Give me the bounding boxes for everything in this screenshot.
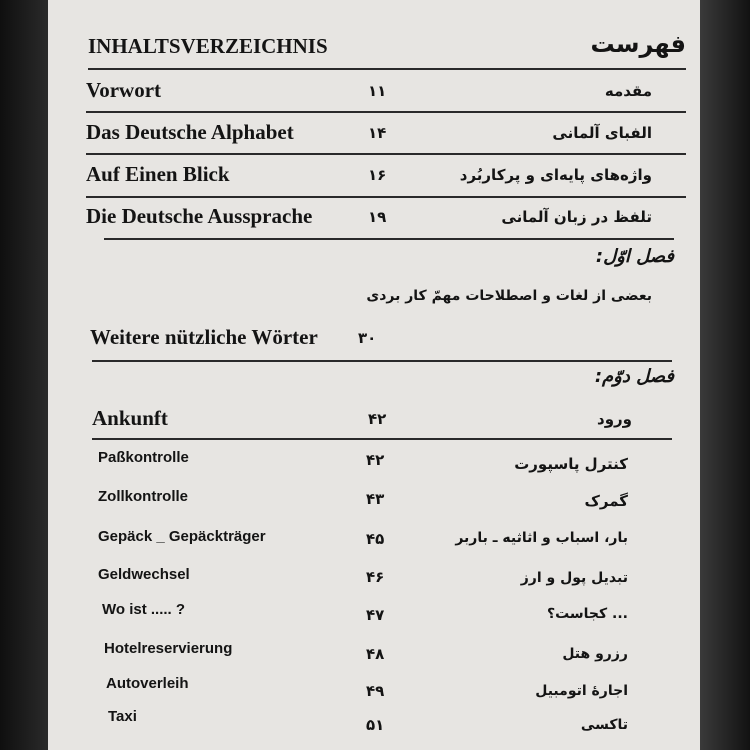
toc-subentry-page: ۴۷ bbox=[366, 606, 385, 624]
toc-subentry-german: Autoverleih bbox=[106, 675, 189, 692]
toc-subentry-page: ۴۲ bbox=[366, 451, 385, 469]
toc-title-german: INHALTSVERZEICHNIS bbox=[88, 34, 328, 58]
toc-subentry-page: ۴۵ bbox=[366, 530, 385, 548]
toc-subentry-page: ۴۸ bbox=[366, 645, 385, 663]
toc-entry-page: ۳۰ bbox=[358, 329, 377, 347]
toc-entry-persian: ورود bbox=[597, 410, 632, 428]
toc-subentry-persian: گمرک bbox=[584, 492, 628, 510]
toc-entry-persian: تلفظ در زبان آلمانی bbox=[501, 208, 652, 226]
divider bbox=[86, 111, 686, 113]
toc-entry-page: ۱۹ bbox=[368, 208, 387, 226]
toc-subentry-german: Geldwechsel bbox=[98, 566, 190, 583]
toc-subentry-page: ۴۶ bbox=[366, 568, 385, 586]
toc-entry-page: ۱۶ bbox=[368, 166, 387, 184]
toc-subentry-german: Zollkontrolle bbox=[98, 488, 188, 505]
toc-subentry-persian: تبدیل پول و ارز bbox=[520, 570, 628, 586]
divider bbox=[104, 238, 674, 240]
toc-subentry-german: Paßkontrolle bbox=[98, 449, 189, 466]
divider bbox=[86, 196, 686, 198]
book-page bbox=[48, 0, 700, 750]
toc-subentry-page: ۵۱ bbox=[366, 716, 385, 734]
toc-entry-page: ۱۴ bbox=[368, 124, 387, 142]
toc-subentry-persian: کنترل پاسپورت bbox=[514, 455, 628, 473]
book-binding-shadow bbox=[0, 0, 48, 750]
divider bbox=[92, 360, 672, 362]
toc-entry-german: Weitere nützliche Wörter bbox=[90, 325, 318, 349]
toc-subentry-german: Taxi bbox=[108, 708, 137, 725]
toc-subentry-german: Wo ist ..... ? bbox=[102, 601, 186, 618]
toc-entry-persian: مقدمه bbox=[604, 82, 652, 100]
toc-subentry-german: Hotelreservierung bbox=[104, 640, 233, 657]
divider bbox=[86, 153, 686, 155]
toc-subentry-persian: رزرو هتل bbox=[562, 646, 628, 662]
toc-subentry-page: ۴۹ bbox=[366, 682, 385, 700]
toc-entry-german: Die Deutsche Aussprache bbox=[86, 204, 313, 228]
toc-subentry-persian: اجارهٔ اتومبیل bbox=[535, 683, 628, 699]
book-edge-shadow bbox=[700, 0, 750, 750]
toc-title-persian: فهرست bbox=[590, 30, 686, 58]
toc-entry-page: ۱۱ bbox=[368, 82, 387, 100]
divider bbox=[92, 438, 672, 440]
toc-entry-german: Vorwort bbox=[86, 78, 162, 102]
divider bbox=[88, 68, 686, 70]
toc-entry-persian: الفبای آلمانی bbox=[552, 124, 652, 142]
toc-subentry-german: Gepäck _ Gepäckträger bbox=[98, 528, 266, 545]
toc-subentry-persian: تاکسی bbox=[580, 717, 628, 733]
toc-entry-german: Auf Einen Blick bbox=[86, 162, 230, 186]
toc-subentry-page: ۴۳ bbox=[366, 490, 385, 508]
chapter-subtitle: بعضی از لغات و اصطلاحات مهمّ کار بردی bbox=[366, 288, 652, 304]
toc-subentry-persian: ... کجاست؟ bbox=[546, 606, 628, 622]
toc-entry-page: ۴۲ bbox=[368, 410, 387, 428]
toc-entry-german: Das Deutsche Alphabet bbox=[86, 120, 294, 144]
toc-entry-persian: واژه‌های پایه‌ای و پرکاربُرد bbox=[459, 166, 652, 184]
chapter-heading: فصل اوّل: bbox=[595, 246, 674, 267]
chapter-heading: فصل دوّم: bbox=[594, 366, 674, 387]
toc-entry-german: Ankunft bbox=[92, 406, 168, 430]
toc-subentry-persian: بار، اسباب و اثاثیه ـ باربر bbox=[455, 530, 628, 546]
